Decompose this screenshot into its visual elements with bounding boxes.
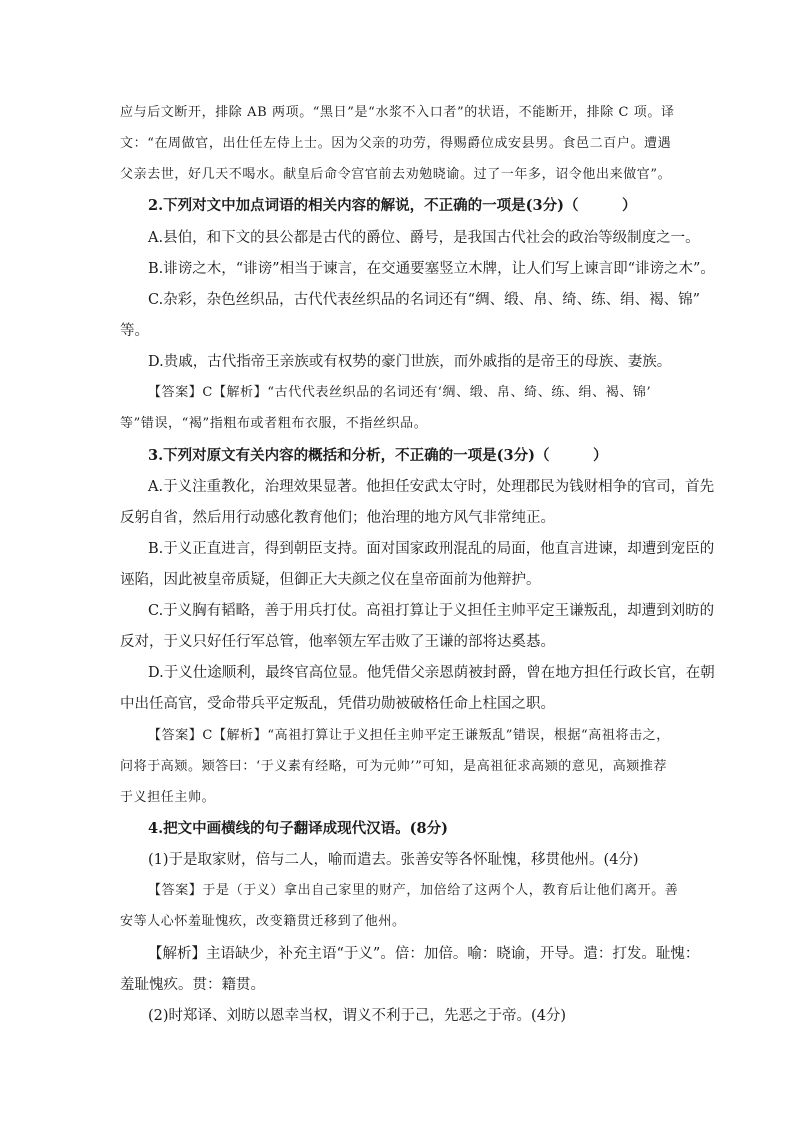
- question-4-sentence-1: (1)于是取家财，倍与二人，喻而遣去。张善安等各怀耻愧，移贯他州。(4分): [148, 852, 639, 868]
- question-3-option-d: D.于义仕途顺利，最终官高位显。他凭借父亲恩荫被封爵，曾在地方担任行政长官，在朝: [148, 665, 715, 681]
- explanation-line-1: 应与后文断开，排除 AB 两项。“黑日”是“水浆不入口者”的状语，不能断开，排除 C 项。译: [120, 105, 675, 120]
- question-3-option-b-cont: 诬陷，因此被皇帝质疑，但御正大夫颜之仪在皇帝面前为他辩护。: [120, 572, 541, 588]
- question-4-sentence-2: (2)时郑译、刘昉以恩幸当权，谓义不利于己，先恶之于帝。(4分): [148, 1008, 567, 1024]
- question-2-option-d: D.贵戚，古代指帝王亲族或有权势的豪门世族，而外戚指的是帝王的母族、妻族。: [148, 354, 672, 370]
- explanation-line-3: 父亲去世，好几天不喝水。献皇后命令宫官前去劝勉晓谕。过了一年多，诏令他出来做官”。: [120, 167, 672, 182]
- question-3-option-c-cont: 反对，于义只好任行军总管，他率领左军击败了王谦的部将达奚惎。: [120, 634, 555, 650]
- question-3-option-c: C.于义胸有韬略，善于用兵打仗。高祖打算让于义担任主帅平定王谦叛乱，却遭到刘昉的: [148, 603, 715, 619]
- question-3-answer: 【答案】C【解析】“高祖打算让于义担任主帅平定王谦叛乱”错误，根据“高祖将击之，: [148, 728, 670, 743]
- question-2-answer: 【答案】C【解析】“古代代表丝织品的名词还有‘绸、缎、帛、绮、练、绢、褐、锦’: [148, 385, 652, 400]
- question-3-option-d-cont: 中出任高官，受命带兵平定叛乱，凭借功勋被破格任命上柱国之职。: [120, 696, 555, 712]
- question-3-option-b: B.于义正直进言，得到朝臣支持。面对国家政刑混乱的局面，他直言进谏，却遭到宠臣的: [148, 541, 715, 557]
- question-2-option-c-cont: 等。: [120, 323, 149, 339]
- question-2-title: 2.下列对文中加点词语的相关内容的解说，不正确的一项是(3分)（ ）: [148, 197, 637, 214]
- question-2-option-a: A.县伯，和下文的县公都是古代的爵位、爵号，是我国古代社会的政治等级制度之一。: [148, 230, 700, 246]
- question-4-analysis-cont: 羞耻愧疚。贯：籍贯。: [120, 977, 265, 993]
- question-4-analysis: 【解析】主语缺少，补充主语“于义”。倍：加倍。喻：晓谕，开导。遣：打发。耻愧：: [148, 946, 700, 962]
- question-2-answer-cont: 等”错误，“褐”指粗布或者粗布衣服，不指丝织品。: [120, 416, 428, 431]
- question-3-answer-cont-2: 于义担任主帅。: [120, 790, 216, 805]
- question-2-option-c: C.杂彩，杂色丝织品，古代代表丝织品的名词还有“绸、缎、帛、绮、练、绢、褐、锦”: [148, 292, 701, 308]
- question-3-option-a-cont: 反躬自省，然后用行动感化教育他们；他治理的地方风气非常纯正。: [120, 510, 555, 526]
- question-2-option-b: B.诽谤之木，“诽谤”相当于谏言，在交通要塞竖立木牌，让人们写上谏言即“诽谤之木”。: [148, 261, 715, 277]
- question-4-title: 4.把文中画横线的句子翻译成现代汉语。(8分): [148, 820, 448, 837]
- explanation-line-2: 文：“在周做官，出仕任左侍上士。因为父亲的功劳，得赐爵位成安县男。食邑二百户。遭遇: [120, 136, 672, 151]
- question-3-title: 3.下列对原文有关内容的概括和分析，不正确的一项是(3分)（ ）: [148, 447, 608, 464]
- question-3-option-a: A.于义注重教化，治理效果显著。他担任安武太守时，处理郡民为钱财相争的官司，首先: [148, 479, 715, 495]
- question-3-answer-cont-1: 问将于高颎。颎答曰：‘于义素有经略，可为元帅’”可知，是高祖征求高颎的意见，高颎推荐: [120, 759, 668, 774]
- question-4-answer: 【答案】于是（于义）拿出自己家里的财产，加倍给了这两个人，教育后让他们离开。善: [148, 883, 679, 898]
- question-4-answer-cont: 安等人心怀羞耻愧疚，改变籍贯迁移到了他州。: [120, 914, 406, 929]
